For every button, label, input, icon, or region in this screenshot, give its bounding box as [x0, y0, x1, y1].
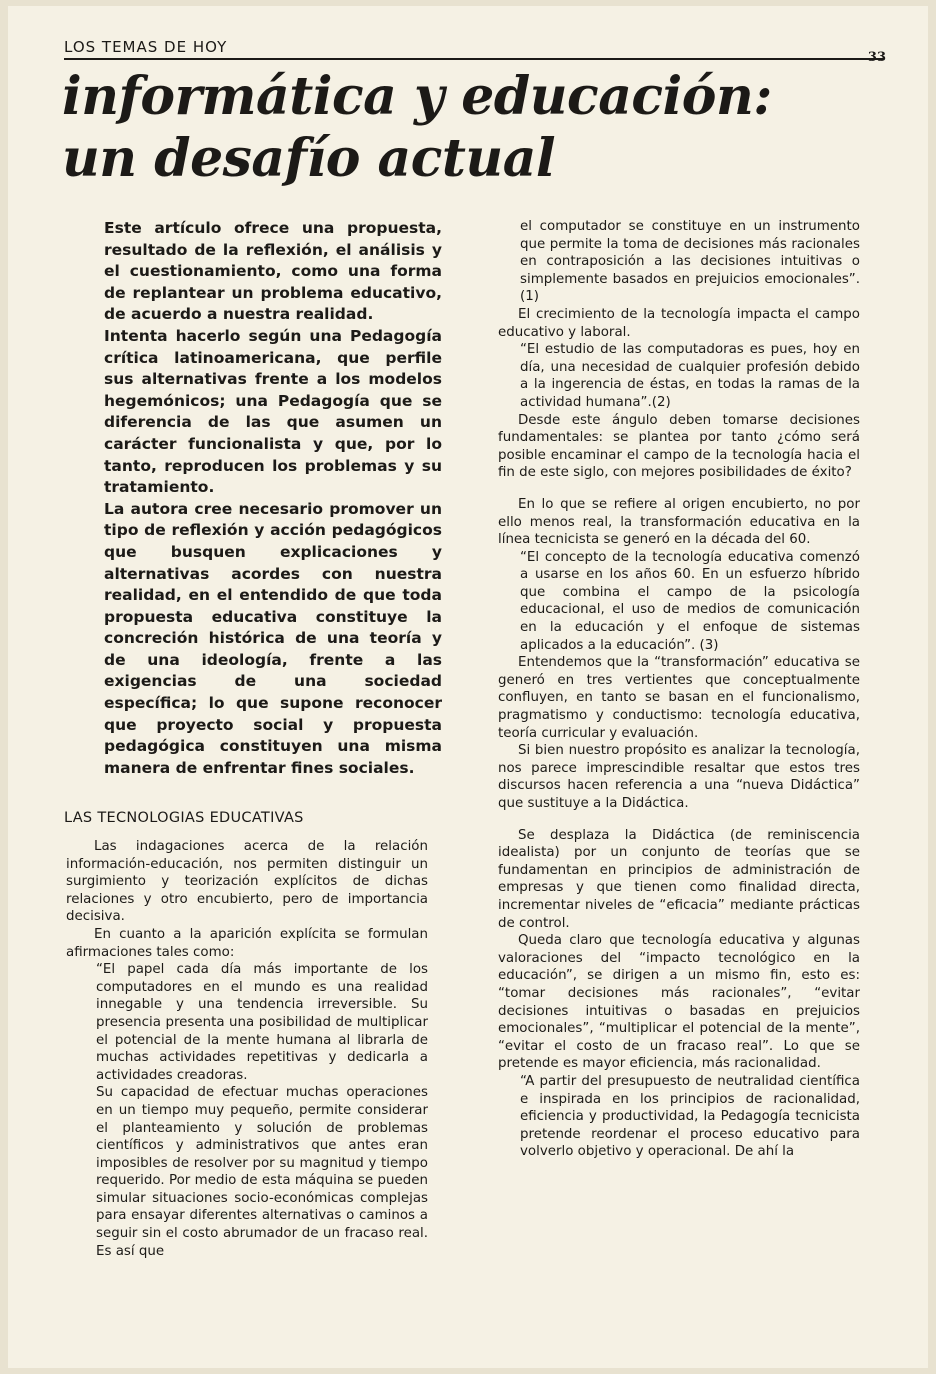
- right-column-body: [498, 218, 860, 1161]
- abstract-paragraph: Este artículo ofrece una propuesta, resultado de la reflexión, el análisis y el cuestionamiento, como una forma de replantear un problema educativo, de acuerdo a nuestra realidad.: [104, 219, 442, 324]
- magazine-page: [8, 6, 928, 1368]
- block-quote: “A partir del presupuesto de neutralidad científica e inspirada en los principios de racionalidad, eficiencia y productividad, la Pedagogía tecnicista pretende reordenar el proceso educativo para volverlo objetivo y operacional. De ahí la: [520, 1073, 860, 1160]
- abstract-paragraph: La autora cree necesario promover un tipo de reflexión y acción pedagógicos que busquen explicaciones y alternativas acordes con nuestra realidad, en el entendido de que toda propuesta educativa constituye la concreción histórica de una teoría y de una ideología, frente a las exigencias de una sociedad específica; lo que supone reconocer que proyecto social y propuesta pedagógica constituyen una misma manera de enfrentar fines sociales.: [104, 499, 442, 777]
- block-quote: el computador se constituye en un instrumento que permite la toma de decisiones más racionales en contraposición a las decisiones intuitivas o simplemente basados en prejuicios emocionales”. (1): [520, 219, 860, 305]
- abstract: [104, 218, 442, 779]
- block-quote: Su capacidad de efectuar muchas operaciones en un tiempo muy pequeño, permite considerar el planteamiento y solución de problemas científicos y administrativos que antes eran imposibles de resolver por su magnitud y tiempo requerido. Por medio de esta máquina se pueden simular situaciones socio-económicas complejas para ensayar diferentes alternativas o caminos a seguir sin el costo abrumador de un fracaso real. Es así que: [96, 1085, 428, 1259]
- section-label: LOS TEMAS DE HOY: [64, 38, 228, 56]
- block-quote: “El papel cada día más importante de los computadores en el mundo es una realidad innegable y una tendencia irreversible. Su presencia presenta una posibilidad de multiplicar el potencial de la mente humana al librarla de muchas actividades repetitivas y dedicarla a actividades creadoras.: [96, 962, 428, 1083]
- header-rule: [64, 58, 884, 60]
- body-paragraph: Queda claro que tecnología educativa y algunas valoraciones del “impacto tecnológico en la educación”, se dirigen a un mismo fin, esto es: “tomar decisiones más racionales”, “evitar decisiones intuitivas o basadas en prejuicios emocionales”, “multiplicar el potencial de la mente”, “evitar el costo de un fracaso real”. Lo que se pretende es mayor eficiencia, más racionalidad.: [498, 933, 860, 1072]
- title-line-1: informática y educación:: [62, 66, 772, 127]
- body-paragraph: Se desplaza la Didáctica (de reminiscencia idealista) por un conjunto de teorías que se fundamentan en principios de administración de empresas y que tienen como finalidad directa, incrementar niveles de “eficacia” mediante prácticas de control.: [498, 827, 860, 931]
- page-number: 33: [867, 50, 886, 65]
- abstract-paragraph: Intenta hacerlo según una Pedagogía crítica latinoamericana, que perfile sus alternativas frente a los modelos hegemónicos; una Pedagogía que se diferencia de las que asumen un carácter funcionalista y que, por lo tanto, reproducen los problemas y su tratamiento.: [104, 326, 442, 497]
- body-paragraph: En lo que se refiere al origen encubierto, no por ello menos real, la transformación educativa en la línea tecnicista se generó en la década del 60.: [498, 496, 860, 548]
- body-paragraph: El crecimiento de la tecnología impacta el campo educativo y laboral.: [498, 306, 860, 340]
- block-quote: “El concepto de la tecnología educativa comenzó a usarse en los años 60. En un esfuerzo híbrido que combina el campo de la psicología educacional, el uso de medios de comunicación en la educación y el enfoque de sistemas aplicados a la educación”. (3): [520, 549, 860, 653]
- body-paragraph: Si bien nuestro propósito es analizar la tecnología, nos parece imprescindible resaltar que estos tres discursos hacen referencia a una “nueva Didáctica” que sustituye a la Didáctica.: [498, 743, 860, 811]
- body-paragraph: Desde este ángulo deben tomarse decisiones fundamentales: se plantea por tanto ¿cómo será posible encaminar el campo de la tecnología hacia el fin de este siglo, con mejores posibilidades de éxito?: [498, 412, 860, 481]
- body-paragraph: En cuanto a la aparición explícita se formulan afirmaciones tales como:: [66, 926, 428, 960]
- body-paragraph: Entendemos que la “transformación” educativa se generó en tres vertientes que conceptualmente confluyen, en tanto se basan en el funcionalismo, pragmatismo y conductismo: tecnología educativa, teoría curricular y evaluación.: [498, 655, 860, 741]
- title-line-2: un desafío actual: [62, 128, 556, 189]
- body-paragraph: Las indagaciones acerca de la relación información-educación, nos permiten distinguir un surgimiento y teorización explícitos de dichas relaciones y otro encubierto, pero de importancia decisiva.: [66, 839, 428, 925]
- section-subheading: LAS TECNOLOGIAS EDUCATIVAS: [64, 810, 304, 826]
- article-title: [62, 66, 882, 190]
- block-quote: “El estudio de las computadoras es pues, hoy en día, una necesidad de cualquier profesión debido a la ingerencia de éstas, en todas la ramas de la actividad humana”.(2): [520, 342, 860, 410]
- left-column-body: [66, 838, 428, 1260]
